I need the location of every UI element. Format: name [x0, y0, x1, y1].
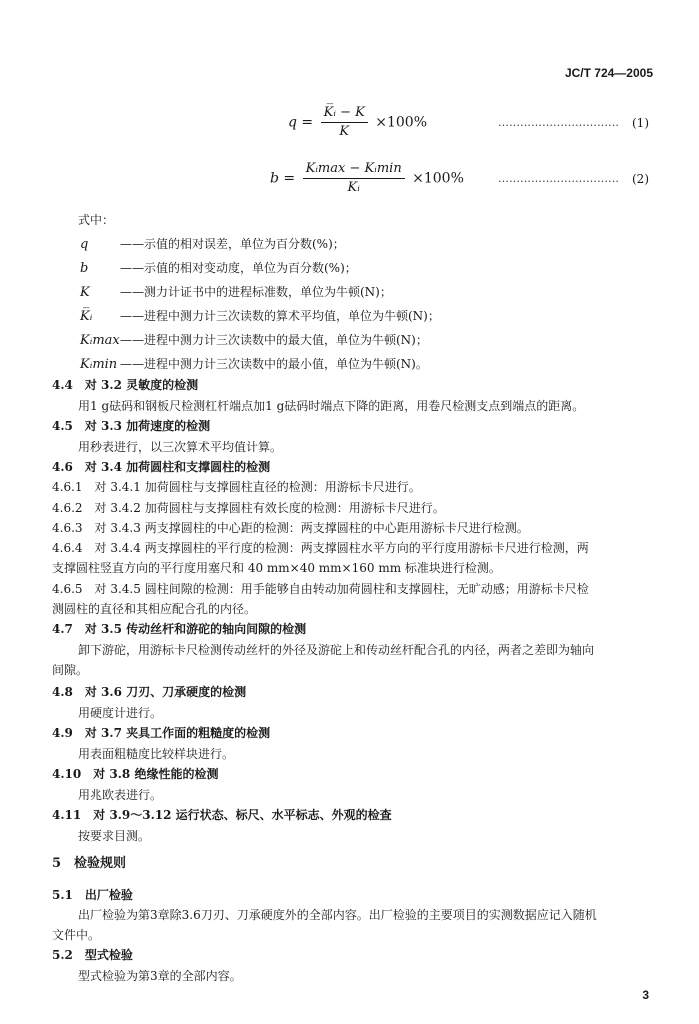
- formula-1: [288, 104, 427, 141]
- formula-2-leader: ……………………………: [498, 172, 619, 185]
- clause-4-4-text: 用1 g砝码和钢板尺检测杠杆端点加1 g砝码时端点下降的距离，用卷尺检测支点到端点的距离。: [78, 399, 585, 413]
- clause-4-6-2: 4.6.2 对 3.4.2 加荷圆柱与支撑圆柱有效长度的检测：用游标卡尺进行。: [52, 501, 445, 515]
- formula-2-lhs: b =: [270, 170, 296, 187]
- symbol-desc: ——进程中测力计三次读数中的最大值，单位为牛顿(N)；: [120, 333, 428, 347]
- clause-5-1-heading: 5.1 出厂检验: [52, 888, 133, 902]
- section-5-heading: 5 检验规则: [52, 856, 127, 871]
- clause-4-6-5: 4.6.5 对 3.4.5 圆柱间隙的检测：用手能够自由转动加荷圆柱和支撑圆柱，无旷动感；用游标卡尺检: [52, 582, 589, 596]
- formula-1-denominator: K: [339, 124, 350, 139]
- formula-1-fraction: [321, 104, 368, 141]
- symbol-desc: ——测力计证书中的进程标准数，单位为牛顿(N)；: [120, 285, 392, 299]
- clause-4-7-heading: 4.7 对 3.5 传动丝杆和游砣的轴向间隙的检测: [52, 622, 307, 636]
- formula-1-numerator: K̅ᵢ − K: [321, 104, 368, 123]
- clause-4-8-heading: 4.8 对 3.6 刀刃、刀承硬度的检测: [52, 685, 247, 699]
- clause-4-8-text: 用硬度计进行。: [78, 706, 163, 720]
- page-number: 3: [642, 988, 649, 1002]
- clause-4-6-5-cont: 测圆柱的直径和其相应配合孔的内径。: [52, 602, 257, 616]
- symbol-row: [80, 356, 428, 373]
- formula-2: [270, 160, 464, 197]
- formula-2-numerator: Kᵢmax − Kᵢmin: [303, 160, 405, 179]
- clause-4-6-4: 4.6.4 对 3.4.4 两支撑圆柱的平行度的检测：两支撑圆柱水平方向的平行度用游标卡尺进行检测，两: [52, 541, 589, 555]
- clause-4-6-4-cont: 支撑圆柱竖直方向的平行度用塞尺和 40 mm×40 mm×160 mm 标准块进行检测。: [52, 561, 501, 575]
- clause-4-4-heading: 4.4 对 3.2 灵敏度的检测: [52, 378, 199, 392]
- clause-4-6-heading: 4.6 对 3.4 加荷圆柱和支撑圆柱的检测: [52, 460, 271, 474]
- symbol-row: [80, 332, 428, 349]
- clause-4-9-text: 用表面粗糙度比较样块进行。: [78, 747, 235, 761]
- clause-4-11-heading: 4.11 对 3.9～3.12 运行状态、标尺、水平标志、外观的检查: [52, 808, 392, 822]
- symbol: K: [80, 285, 90, 300]
- clause-4-10-heading: 4.10 对 3.8 绝缘性能的检测: [52, 767, 219, 781]
- symbol-row: [80, 284, 392, 301]
- symbol-desc: ——进程中测力计三次读数中的最小值，单位为牛顿(N)。: [120, 357, 428, 371]
- formula-2-rhs: ×100%: [412, 170, 464, 187]
- symbol: Kᵢmax: [80, 333, 120, 348]
- formula-1-leader: ……………………………: [498, 116, 619, 129]
- clause-4-7-text-cont: 间隙。: [52, 663, 89, 677]
- clause-5-2-heading: 5.2 型式检验: [52, 948, 133, 962]
- standard-number: JC/T 724—2005: [564, 66, 653, 80]
- clause-5-1-text: 出厂检验为第3章除3.6刀刃、刀承硬度外的全部内容。出厂检验的主要项目的实测数据应记入随机: [78, 908, 597, 922]
- symbol-desc: ——进程中测力计三次读数的算术平均值，单位为牛顿(N)；: [120, 309, 440, 323]
- clause-4-11-text: 按要求目测。: [78, 829, 151, 843]
- formula-2-denominator: K̅ᵢ: [347, 180, 360, 195]
- formula-1-lhs: q =: [288, 114, 314, 131]
- symbol-row: [80, 260, 357, 277]
- formula-1-rhs: ×100%: [375, 114, 428, 131]
- where-label: 式中：: [78, 213, 115, 227]
- clause-4-9-heading: 4.9 对 3.7 夹具工作面的粗糙度的检测: [52, 726, 271, 740]
- clause-5-1-text-cont: 文件中。: [52, 928, 101, 942]
- clause-5-2-text: 型式检验为第3章的全部内容。: [78, 969, 242, 983]
- clause-4-5-heading: 4.5 对 3.3 加荷速度的检测: [52, 419, 211, 433]
- clause-4-6-3: 4.6.3 对 3.4.3 两支撑圆柱的中心距的检测：两支撑圆柱的中心距用游标卡尺进行检测。: [52, 521, 529, 535]
- symbol-desc: ——示值的相对变动度，单位为百分数(%)；: [120, 261, 357, 275]
- clause-4-7-text: 卸下游砣，用游标卡尺检测传动丝杆的外径及游砣上和传动丝杆配合孔的内径，两者之差即为轴向: [78, 643, 595, 657]
- formula-1-tag: (1): [632, 116, 649, 130]
- symbol: q: [80, 237, 89, 252]
- symbol-row: [80, 308, 440, 325]
- symbol-desc: ——示值的相对误差，单位为百分数(%)；: [120, 237, 345, 251]
- clause-4-5-text: 用秒表进行，以三次算术平均值计算。: [78, 440, 283, 454]
- formula-2-tag: (2): [632, 172, 649, 186]
- symbol: K̅ᵢ: [80, 309, 93, 324]
- formula-2-fraction: [303, 160, 405, 197]
- clause-4-10-text: 用兆欧表进行。: [78, 788, 163, 802]
- symbol: Kᵢmin: [80, 357, 118, 372]
- clause-4-6-1: 4.6.1 对 3.4.1 加荷圆柱与支撑圆柱直径的检测：用游标卡尺进行。: [52, 480, 421, 494]
- symbol: b: [80, 261, 89, 276]
- symbol-row: [80, 236, 345, 253]
